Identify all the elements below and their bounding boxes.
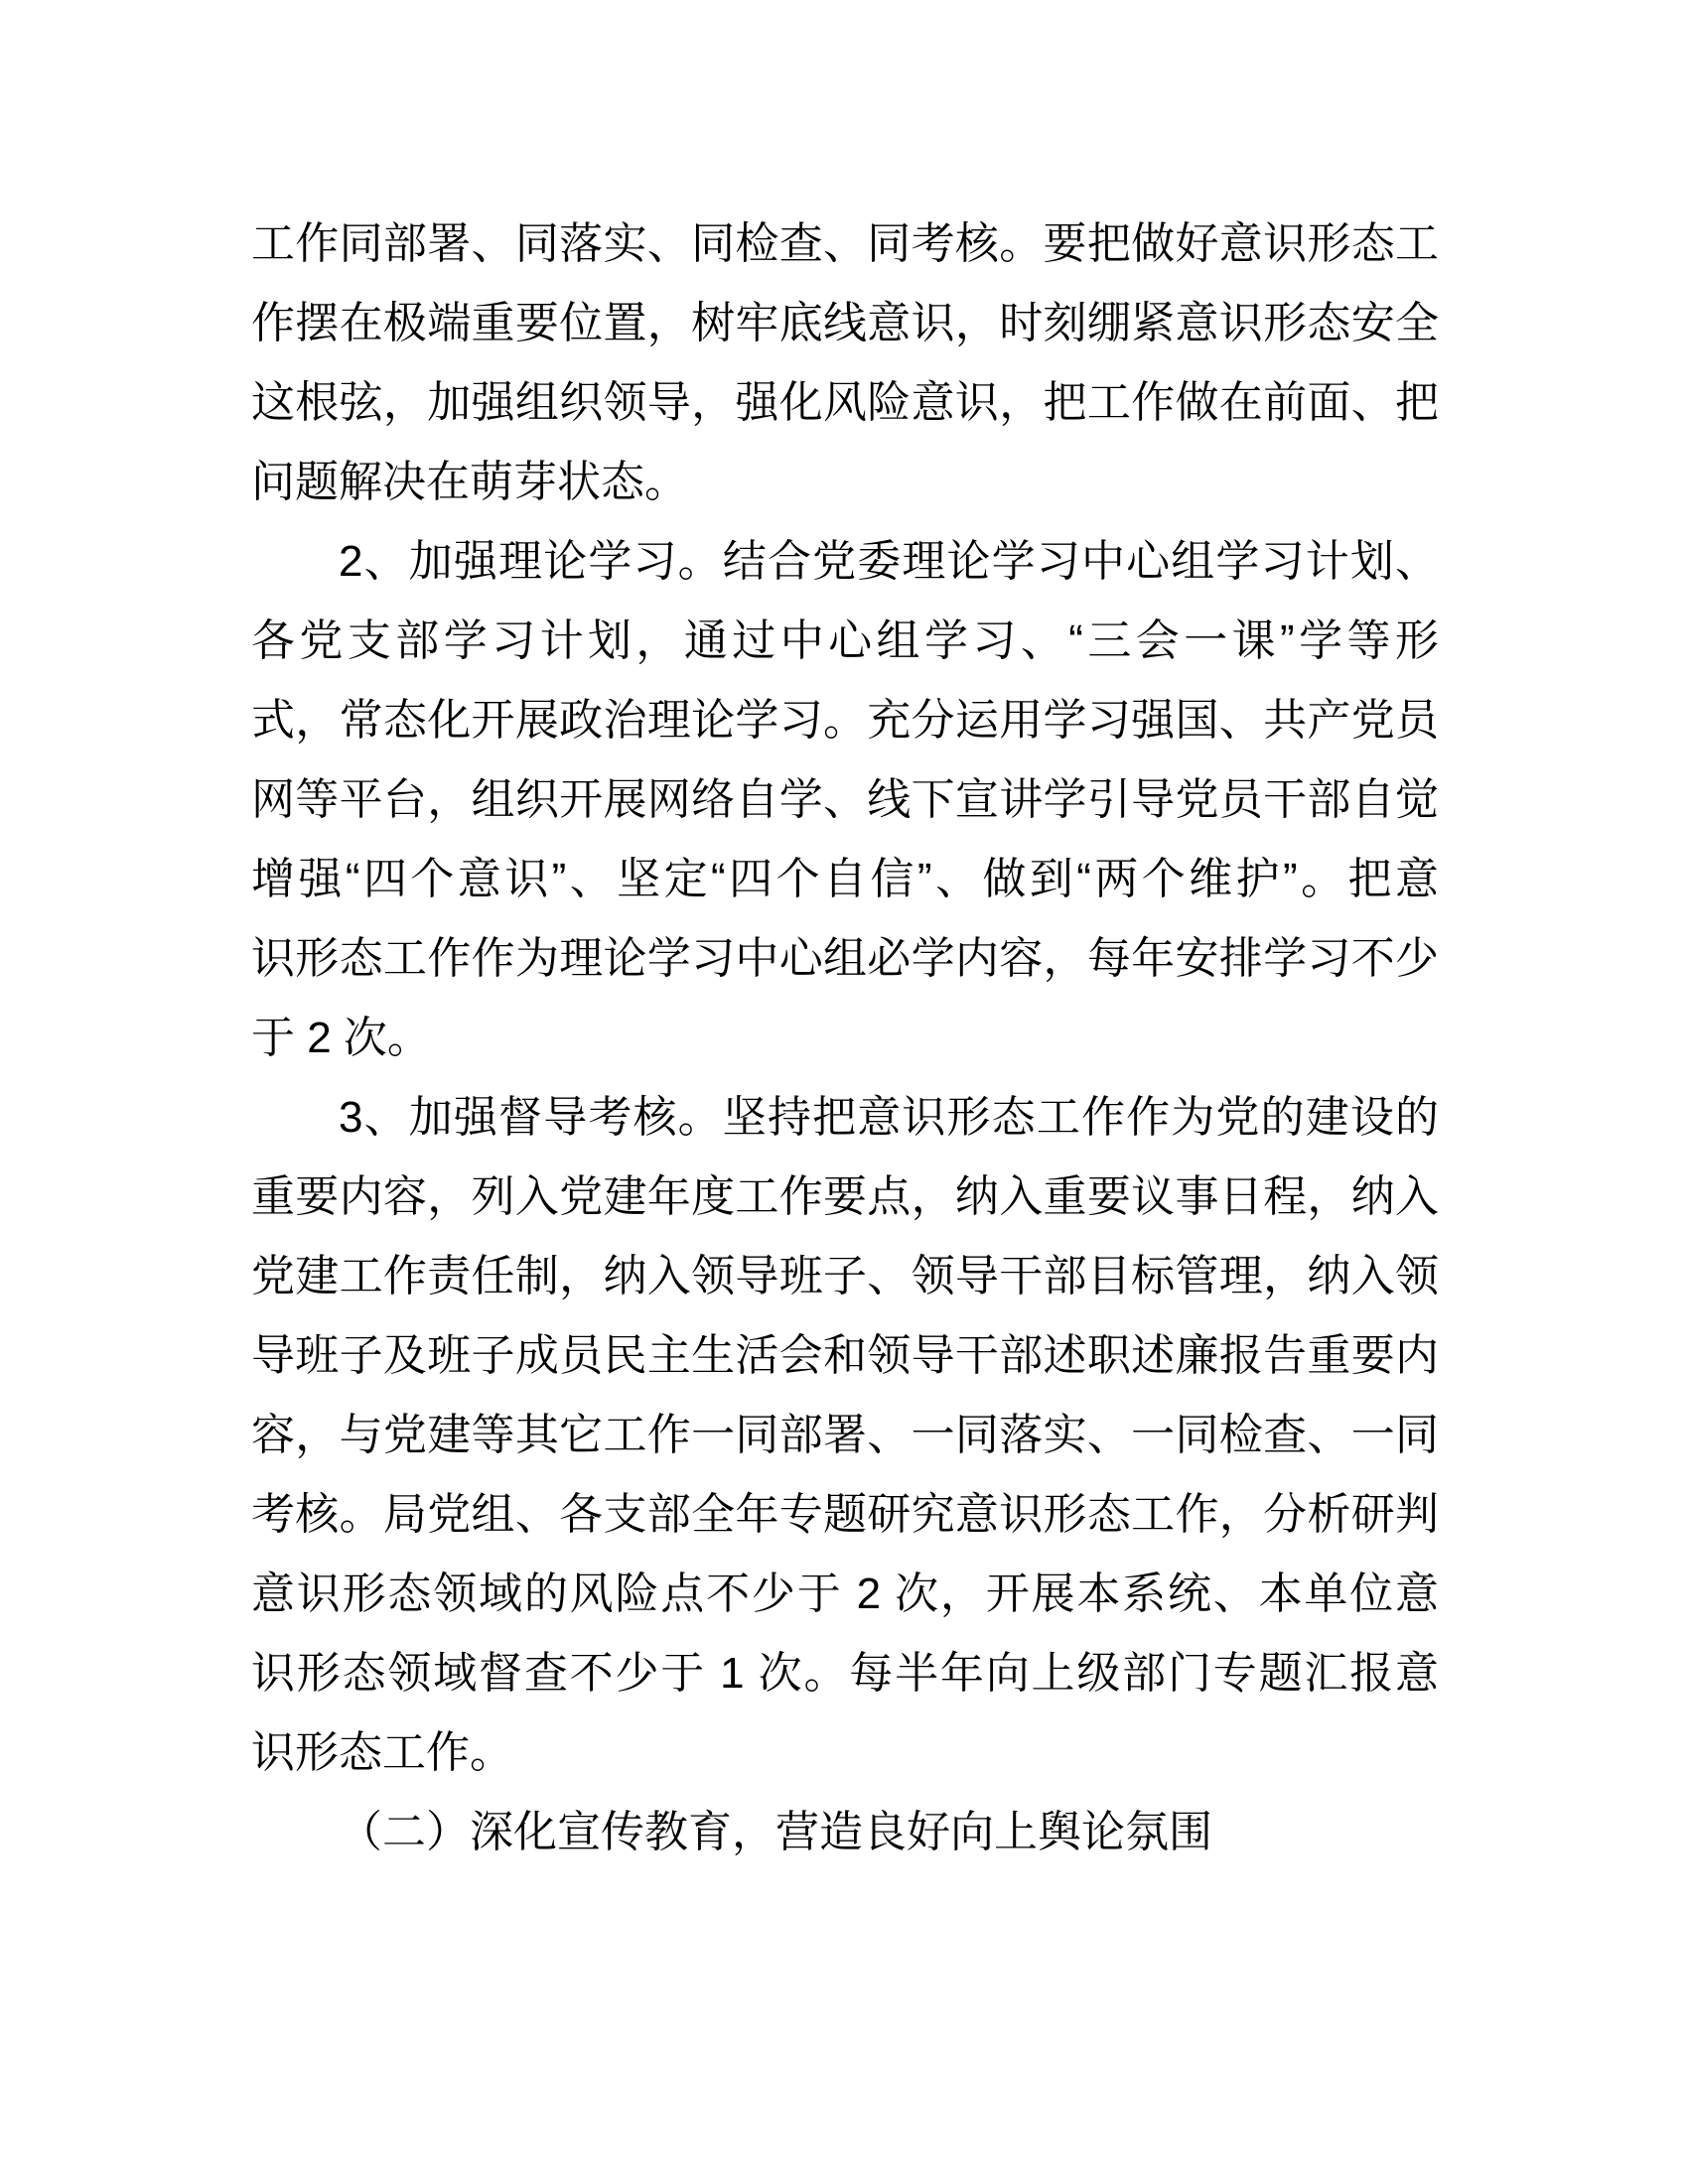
text-line: 意识形态领域的风险点不少于 2 次，开展本系统、本单位意 (251, 1570, 1439, 1618)
text-line: 网等平台，组织开展网络自学、线下宣讲学引导党员干部自觉 (251, 775, 1439, 824)
text-line: 问题解决在萌芽状态。 (251, 458, 688, 506)
text-line: 作摆在极端重要位置，树牢底线意识，时刻绷紧意识形态安全 (251, 299, 1439, 347)
paragraph-start-line: 3、加强督导考核。坚持把意识形态工作作为党的建设的 (339, 1093, 1439, 1142)
text-line: 增强“四个意识”、坚定“四个自信”、做到“两个维护”。把意 (251, 855, 1439, 903)
text-line: 式，常态化开展政治理论学习。充分运用学习强国、共产党员 (251, 696, 1439, 745)
text-line: 容，与党建等其它工作一同部署、一同落实、一同检查、一同 (251, 1411, 1439, 1459)
paragraph-start-line: 2、加强理论学习。结合党委理论学习中心组学习计划、 (339, 537, 1439, 586)
text-line: 工作同部署、同落实、同检查、同考核。要把做好意识形态工 (251, 219, 1439, 268)
document-body (251, 205, 1439, 1872)
text-line: 识形态领域督查不少于 1 次。每半年向上级部门专题汇报意 (251, 1649, 1439, 1698)
text-line: 各党支部学习计划，通过中心组学习、“三会一课”学等形 (251, 616, 1439, 665)
text-line: 党建工作责任制，纳入领导班子、领导干部目标管理，纳入领 (251, 1252, 1439, 1300)
text-line: 于 2 次。 (251, 1014, 431, 1062)
text-line: 识形态工作作为理论学习中心组必学内容，每年安排学习不少 (251, 934, 1439, 983)
text-line: 导班子及班子成员民主生活会和领导干部述职述廉报告重要内 (251, 1331, 1439, 1380)
text-line: 考核。局党组、各支部全年专题研究意识形态工作，分析研判 (251, 1490, 1439, 1539)
text-line: 重要内容，列入党建年度工作要点，纳入重要议事日程，纳入 (251, 1172, 1439, 1221)
section-heading: （二）深化宣传教育，营造良好向上舆论氛围 (339, 1808, 1212, 1856)
text-line: 这根弦，加强组织领导，强化风险意识，把工作做在前面、把 (251, 378, 1439, 427)
text-line: 识形态工作。 (251, 1728, 513, 1777)
